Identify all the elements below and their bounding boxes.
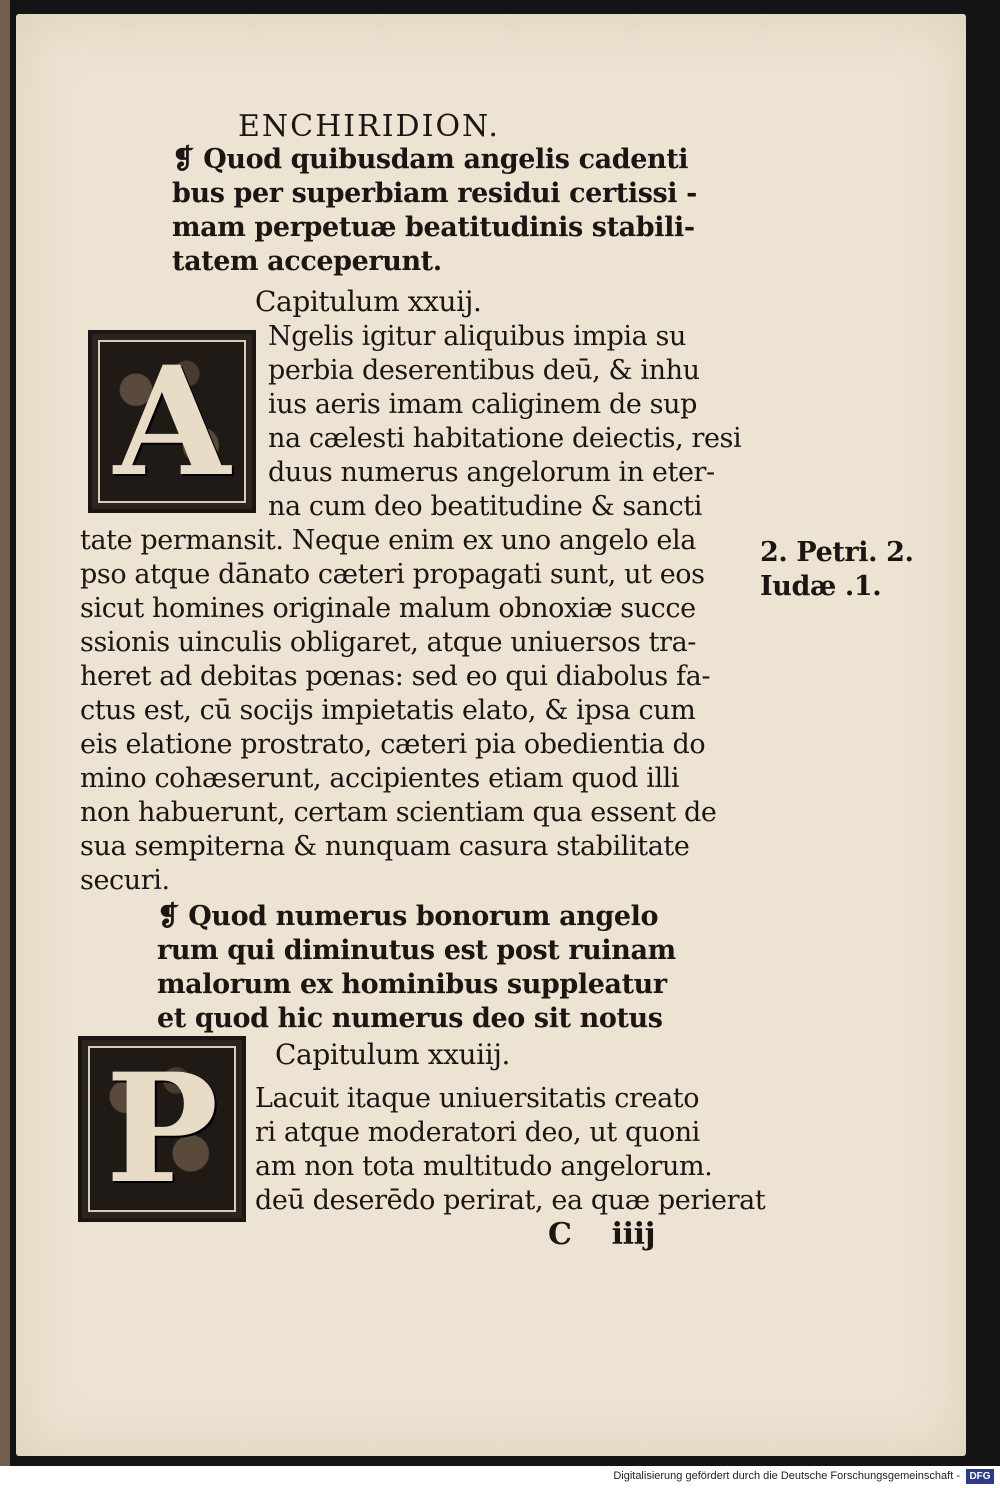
text-line: sua sempiterna & nunquam casura stabilitate [80, 831, 690, 862]
text-line: securi. [80, 865, 170, 896]
chapter-heading-1: Capitulum xxuij. [255, 285, 482, 318]
text-line: na cælesti habitatione deiectis, resi [268, 423, 742, 454]
initial-letter: A [113, 333, 231, 510]
text-line: heret ad debitas pœnas: sed eo qui diabolus fa- [80, 661, 711, 692]
footer-credit: Digitalisierung gefördert durch die Deutsche Forschungsgemeinschaft - [613, 1470, 960, 1482]
main-paragraph [80, 524, 716, 898]
initial-letter: P [105, 1041, 219, 1217]
woodcut-initial-a [88, 330, 256, 513]
marginal-note [760, 536, 913, 604]
signature-mark: C iiij [548, 1217, 656, 1252]
marginal-line: 2. Petri. 2. [760, 537, 914, 568]
text-line: duus numerus angelorum in eter- [268, 457, 715, 488]
text-line: mino cohæserunt, accipientes etiam quod illi [80, 763, 680, 794]
text-line: am non tota multitudo angelorum. [255, 1151, 713, 1182]
caption-line: mam perpetuæ beatitudinis stabili- [172, 212, 695, 243]
chapter-caption-1 [172, 143, 697, 279]
text-line: pso atque dānato cæteri propagati sunt, ut eos [80, 559, 705, 590]
text-line: deū deserēdo perirat, ea quæ perierat [255, 1185, 766, 1216]
text-line: ri atque moderatori deo, ut quoni [255, 1117, 700, 1148]
chapter-caption-2 [157, 900, 676, 1036]
caption-line: malorum ex hominibus suppleatur [157, 969, 667, 1000]
text-line: non habuerunt, certam scientiam qua essent de [80, 797, 717, 828]
digitization-footer [0, 1466, 1000, 1488]
text-line: Lacuit itaque uniuersitatis creato [255, 1083, 700, 1114]
caption-line: tatem acceperunt. [172, 246, 442, 277]
marginal-line: Iudæ .1. [760, 571, 882, 602]
text-line: ssionis uinculis obligaret, atque uniuersos tra- [80, 627, 696, 658]
caption-line: ❡ Quod quibusdam angelis cadenti [172, 144, 689, 175]
caption-line: bus per superbiam residui certissi - [172, 178, 697, 209]
text-line: ius aeris imam caliginem de sup [268, 389, 697, 420]
caption-line: rum qui diminutus est post ruinam [157, 935, 676, 966]
text-line: ctus est, cū socijs impietatis elato, & ipsa cum [80, 695, 696, 726]
text-line: perbia deserentibus deū, & inhu [268, 355, 700, 386]
text-line: tate permansit. Neque enim ex uno angelo ela [80, 525, 696, 556]
caption-line: et quod hic numerus deo sit notus [157, 1003, 663, 1034]
initial-paragraph-1 [268, 320, 741, 524]
running-header: ENCHIRIDION. [238, 109, 500, 144]
woodcut-initial-p [78, 1036, 246, 1222]
text-line: eis elatione prostrato, cæteri pia obedientia do [80, 729, 706, 760]
text-line: sicut homines originale malum obnoxiæ succe [80, 593, 696, 624]
dfg-logo: DFG [966, 1469, 994, 1484]
initial-paragraph-2 [255, 1082, 765, 1218]
page-edge [0, 0, 10, 1466]
caption-line: ❡ Quod numerus bonorum angelo [157, 901, 659, 932]
chapter-heading-2: Capitulum xxuiij. [275, 1038, 511, 1071]
text-line: na cum deo beatitudine & sancti [268, 491, 702, 522]
text-line: Ngelis igitur aliquibus impia su [268, 321, 686, 352]
